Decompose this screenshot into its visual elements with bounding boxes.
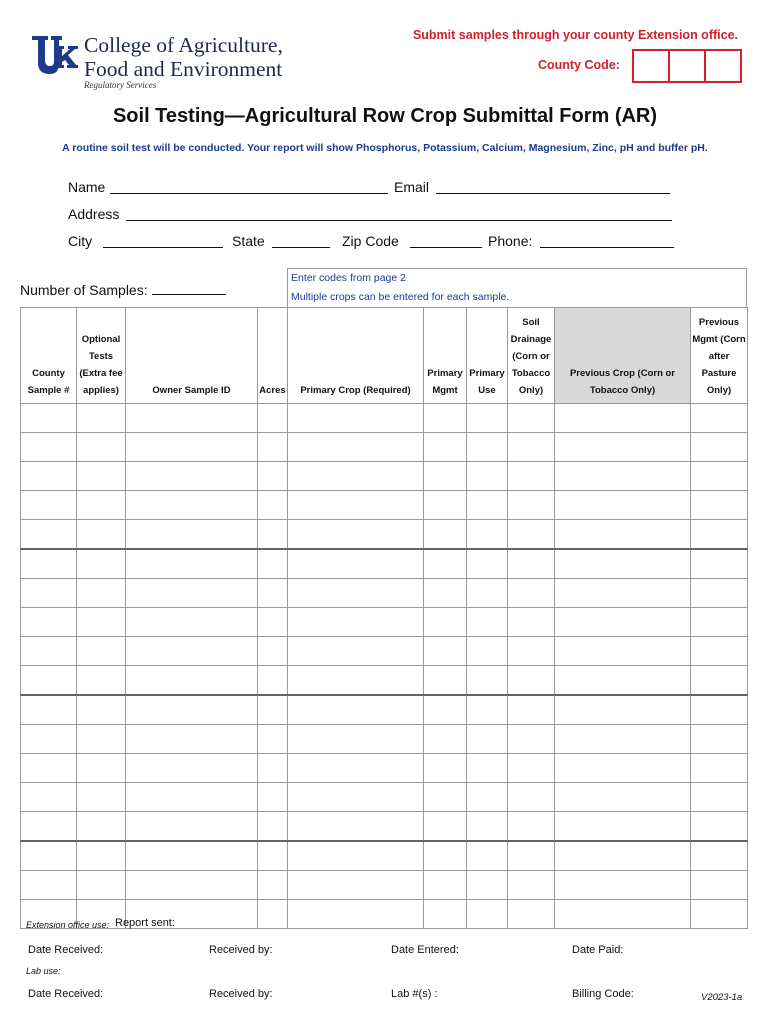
table-cell[interactable] [508,695,555,725]
table-cell[interactable] [21,579,77,608]
column-header: Primary Crop (Required) [288,308,424,404]
table-cell[interactable] [77,871,126,900]
table-cell[interactable] [288,462,424,491]
table-cell[interactable] [21,404,77,433]
number-of-samples-field[interactable] [152,282,226,295]
table-row [21,666,748,696]
table-cell[interactable] [126,608,258,637]
table-cell[interactable] [77,491,126,520]
table-cell[interactable] [424,871,467,900]
table-cell[interactable] [555,841,691,871]
column-header: Previous Crop (Corn or Tobacco Only) [555,308,691,404]
table-row [21,491,748,520]
column-header: Optional Tests (Extra fee applies) [77,308,126,404]
county-code-box[interactable] [668,51,704,81]
county-code-box[interactable] [704,51,740,81]
table-cell[interactable] [258,520,288,550]
date-received-label: Date Received: [28,944,104,956]
table-cell[interactable] [691,608,748,637]
table-cell[interactable] [126,462,258,491]
table-cell[interactable] [508,462,555,491]
table-cell[interactable] [288,637,424,666]
table-cell[interactable] [508,783,555,812]
table-cell[interactable] [424,491,467,520]
table-cell[interactable] [424,783,467,812]
table-cell[interactable] [555,783,691,812]
table-row [21,579,748,608]
table-cell[interactable] [258,433,288,462]
table-cell[interactable] [467,725,508,754]
table-cell[interactable] [77,433,126,462]
table-cell[interactable] [508,404,555,433]
table-cell[interactable] [77,725,126,754]
table-cell[interactable] [288,549,424,579]
column-header: Primary Use [467,308,508,404]
table-cell[interactable] [555,549,691,579]
table-cell[interactable] [77,695,126,725]
name-field[interactable] [110,179,388,194]
column-header: Previous Mgmt (Corn after Pasture Only) [691,308,748,404]
table-cell[interactable] [555,608,691,637]
table-cell[interactable] [21,637,77,666]
table-cell[interactable] [691,579,748,608]
table-cell[interactable] [555,579,691,608]
table-row [21,754,748,783]
state-field[interactable] [272,233,330,248]
table-cell[interactable] [21,608,77,637]
table-header-row [21,308,748,404]
table-cell[interactable] [467,579,508,608]
table-cell[interactable] [691,549,748,579]
table-cell[interactable] [691,520,748,550]
table-cell[interactable] [508,579,555,608]
table-cell[interactable] [77,666,126,696]
table-row [21,841,748,871]
table-cell[interactable] [467,695,508,725]
table-cell[interactable] [258,637,288,666]
table-cell[interactable] [258,462,288,491]
table-cell[interactable] [508,900,555,929]
city-label: City [68,233,93,249]
table-cell[interactable] [288,841,424,871]
table-cell[interactable] [508,725,555,754]
table-cell[interactable] [467,549,508,579]
table-cell[interactable] [424,637,467,666]
table-row [21,783,748,812]
table-body [21,404,748,929]
table-cell[interactable] [691,754,748,783]
table-cell[interactable] [77,637,126,666]
lab-date-received-label: Date Received: [28,988,104,1000]
table-cell[interactable] [508,871,555,900]
email-label: Email [394,179,430,195]
report-sent-label: Report sent: [115,917,175,929]
table-cell[interactable] [424,725,467,754]
table-cell[interactable] [21,520,77,550]
table-cell[interactable] [424,433,467,462]
billing-code-label: Billing Code: [572,988,634,1000]
table-cell[interactable] [288,433,424,462]
table-cell[interactable] [126,841,258,871]
table-cell[interactable] [77,549,126,579]
table-cell[interactable] [424,404,467,433]
table-cell[interactable] [258,783,288,812]
table-cell[interactable] [424,549,467,579]
table-cell[interactable] [691,812,748,842]
phone-field[interactable] [540,233,674,248]
table-cell[interactable] [691,666,748,696]
table-cell[interactable] [288,520,424,550]
form-subtitle: A routine soil test will be conducted. Your report will show Phosphorus, Potassium, Calcium, Magnesium, Zinc, pH and buffer pH. [62,142,708,154]
table-row [21,404,748,433]
table-row [21,549,748,579]
table-cell[interactable] [258,608,288,637]
table-cell[interactable] [126,812,258,842]
table-cell[interactable] [508,637,555,666]
table-cell[interactable] [21,462,77,491]
table-cell[interactable] [288,608,424,637]
table-row [21,433,748,462]
county-code-boxes[interactable] [632,49,742,83]
form-title: Soil Testing—Agricultural Row Crop Submittal Form (AR) [112,105,658,127]
table-cell[interactable] [555,520,691,550]
table-cell[interactable] [467,637,508,666]
table-cell[interactable] [424,520,467,550]
county-code-box[interactable] [634,51,668,81]
table-cell[interactable] [288,871,424,900]
table-cell[interactable] [77,520,126,550]
table-cell[interactable] [467,491,508,520]
uk-logo-icon [32,36,78,78]
table-row [21,725,748,754]
date-entered-label: Date Entered: [391,944,459,956]
table-cell[interactable] [555,433,691,462]
table-row [21,520,748,550]
table-cell[interactable] [555,695,691,725]
table-cell[interactable] [691,462,748,491]
extension-use-label: Extension office use: [26,920,110,930]
table-cell[interactable] [126,666,258,696]
table-cell[interactable] [691,783,748,812]
table-cell[interactable] [77,608,126,637]
table-cell[interactable] [21,783,77,812]
table-cell[interactable] [424,695,467,725]
table-cell[interactable] [258,404,288,433]
table-cell[interactable] [21,725,77,754]
column-header: Soil Drainage (Corn or Tobacco Only) [508,308,555,404]
table-cell[interactable] [555,754,691,783]
column-header: Acres [258,308,288,404]
table-cell[interactable] [691,637,748,666]
table-cell[interactable] [288,783,424,812]
table-cell[interactable] [21,871,77,900]
table-cell[interactable] [21,666,77,696]
table-cell[interactable] [288,404,424,433]
table-cell[interactable] [555,491,691,520]
table-cell[interactable] [288,725,424,754]
table-cell[interactable] [508,666,555,696]
table-cell[interactable] [126,637,258,666]
table-cell[interactable] [424,900,467,929]
address-label: Address [68,206,120,222]
table-cell[interactable] [467,462,508,491]
table-cell[interactable] [467,900,508,929]
table-cell[interactable] [126,520,258,550]
table-cell[interactable] [288,491,424,520]
table-row [21,608,748,637]
table-cell[interactable] [467,871,508,900]
table-cell[interactable] [21,812,77,842]
table-cell[interactable] [691,725,748,754]
table-cell[interactable] [467,841,508,871]
name-label: Name [68,179,106,195]
table-cell[interactable] [288,695,424,725]
table-cell[interactable] [288,900,424,929]
table-cell[interactable] [467,783,508,812]
table-cell[interactable] [424,841,467,871]
table-cell[interactable] [126,579,258,608]
table-cell[interactable] [258,491,288,520]
table-row [21,462,748,491]
date-paid-label: Date Paid: [572,944,624,956]
table-cell[interactable] [258,725,288,754]
table-cell[interactable] [691,900,748,929]
lab-use-label: Lab use: [26,966,61,976]
table-cell[interactable] [555,871,691,900]
regulatory-services: Regulatory Services [84,80,157,90]
table-cell[interactable] [555,900,691,929]
table-cell[interactable] [508,812,555,842]
county-code-label: County Code: [538,58,620,72]
table-cell[interactable] [126,549,258,579]
table-cell[interactable] [288,812,424,842]
table-cell[interactable] [77,783,126,812]
table-cell[interactable] [21,433,77,462]
samples-table [20,307,748,929]
table-cell[interactable] [258,900,288,929]
city-field[interactable] [103,233,223,248]
table-cell[interactable] [555,812,691,842]
table-cell[interactable] [508,754,555,783]
table-cell[interactable] [424,579,467,608]
table-cell[interactable] [508,608,555,637]
table-cell[interactable] [691,841,748,871]
table-cell[interactable] [21,754,77,783]
number-of-samples-label: Number of Samples: [20,282,226,298]
table-cell[interactable] [424,666,467,696]
codes-note: Enter codes from page 2 Multiple crops can be entered for each sample. [291,272,510,303]
table-cell[interactable] [258,754,288,783]
phone-label: Phone: [488,233,533,249]
zip-field[interactable] [410,233,482,248]
table-cell[interactable] [508,520,555,550]
table-cell[interactable] [555,462,691,491]
lab-received-by-label: Received by: [209,988,273,1000]
table-cell[interactable] [126,725,258,754]
table-cell[interactable] [555,725,691,754]
submit-note: Submit samples through your county Extension office. [412,28,738,42]
table-cell[interactable] [126,433,258,462]
table-cell[interactable] [77,812,126,842]
table-cell[interactable] [424,754,467,783]
table-cell[interactable] [424,608,467,637]
table-cell[interactable] [126,491,258,520]
table-cell[interactable] [21,549,77,579]
table-cell[interactable] [467,666,508,696]
table-cell[interactable] [691,491,748,520]
column-header: Owner Sample ID [126,308,258,404]
received-by-label: Received by: [209,944,273,956]
table-cell[interactable] [258,666,288,696]
lab-numbers-label: Lab #(s) : [391,988,438,1000]
table-cell[interactable] [691,404,748,433]
table-cell[interactable] [691,695,748,725]
table-cell[interactable] [467,433,508,462]
table-cell[interactable] [424,462,467,491]
column-header: Primary Mgmt [424,308,467,404]
table-cell[interactable] [126,871,258,900]
table-cell[interactable] [555,404,691,433]
table-cell[interactable] [467,608,508,637]
table-cell[interactable] [258,579,288,608]
table-cell[interactable] [288,579,424,608]
table-cell[interactable] [126,695,258,725]
table-cell[interactable] [258,812,288,842]
table-cell[interactable] [555,637,691,666]
table-cell[interactable] [691,433,748,462]
table-cell[interactable] [21,841,77,871]
table-cell[interactable] [508,549,555,579]
table-cell[interactable] [467,812,508,842]
table-cell[interactable] [508,491,555,520]
table-cell[interactable] [77,754,126,783]
table-cell[interactable] [126,404,258,433]
table-cell[interactable] [288,754,424,783]
zip-label: Zip Code [342,233,399,249]
column-header: County Sample # [21,308,77,404]
version-label: V2023-1a [701,992,743,1003]
table-row [21,871,748,900]
table-cell[interactable] [508,841,555,871]
table-cell[interactable] [424,812,467,842]
table-cell[interactable] [77,462,126,491]
table-cell[interactable] [126,783,258,812]
table-cell[interactable] [77,841,126,871]
table-cell[interactable] [467,520,508,550]
state-label: State [232,233,265,249]
table-cell[interactable] [258,841,288,871]
table-cell[interactable] [288,666,424,696]
table-cell[interactable] [508,433,555,462]
address-field[interactable] [126,206,672,221]
college-name: College of Agriculture, Food and Environment [84,33,283,81]
email-field[interactable] [436,179,670,194]
table-cell[interactable] [77,404,126,433]
table-row [21,812,748,842]
table-cell[interactable] [258,549,288,579]
table-row [21,637,748,666]
table-cell[interactable] [555,666,691,696]
table-cell[interactable] [258,695,288,725]
table-cell[interactable] [21,491,77,520]
table-cell[interactable] [77,579,126,608]
table-cell[interactable] [258,871,288,900]
table-row [21,695,748,725]
table-cell[interactable] [691,871,748,900]
table-cell[interactable] [126,754,258,783]
table-cell[interactable] [467,754,508,783]
table-cell[interactable] [21,695,77,725]
table-cell[interactable] [467,404,508,433]
